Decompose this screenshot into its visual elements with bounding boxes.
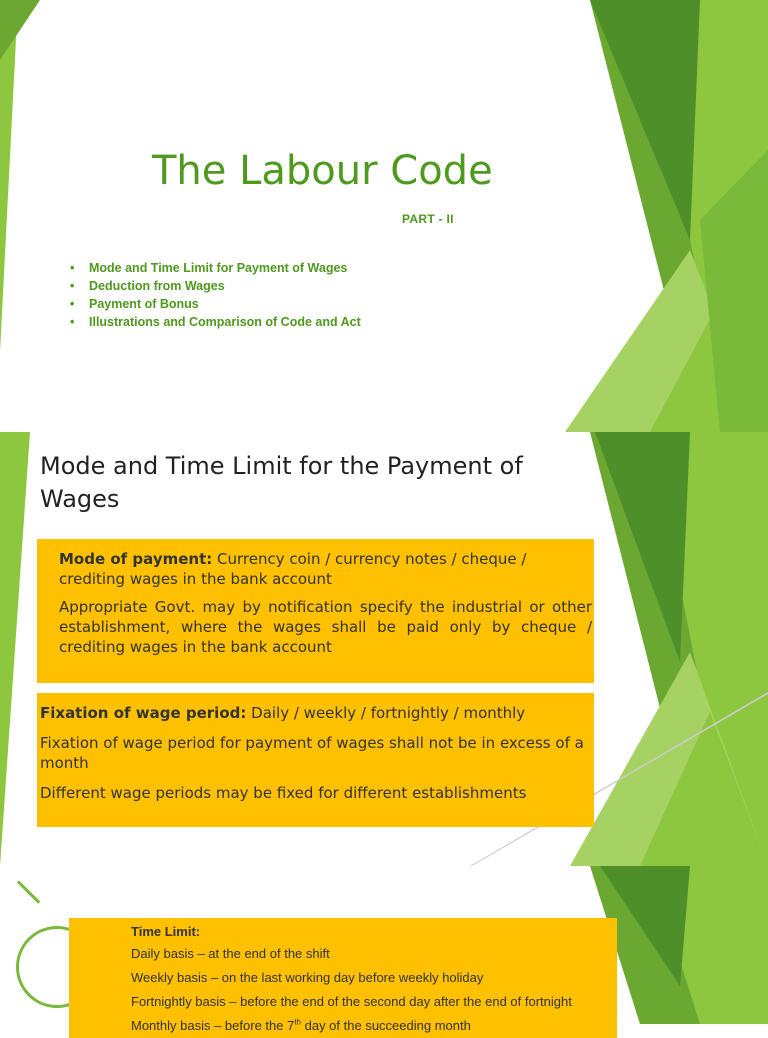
mode-of-payment-value: Currency coin / currency notes / cheque / crediting wages in the bank account bbox=[59, 550, 527, 588]
agenda-list bbox=[70, 259, 361, 331]
mode-of-payment-label: Mode of payment: bbox=[59, 550, 213, 568]
fixation-text bbox=[40, 703, 592, 723]
mode-of-payment-text bbox=[59, 549, 592, 589]
wage-period-box bbox=[37, 693, 594, 827]
monthly-superscript: th bbox=[294, 1017, 301, 1027]
different-periods-text: Different wage periods may be fixed for different establishments bbox=[40, 784, 527, 802]
weekly-basis-text: Weekly basis – on the last working day before weekly holiday bbox=[131, 970, 484, 985]
fixation-label: Fixation of wage period: bbox=[40, 704, 247, 722]
agenda-item: • Illustrations and Comparison of Code and Act bbox=[70, 313, 361, 331]
mode-of-payment-box bbox=[37, 539, 594, 683]
slide-heading: Mode and Time Limit for the Payment of Wages bbox=[40, 452, 523, 513]
time-limit-box bbox=[69, 918, 617, 1038]
slide-title-text: The Labour Code bbox=[152, 148, 493, 194]
excess-month-text: Fixation of wage period for payment of wages shall not be in excess of a month bbox=[40, 734, 584, 772]
fixation-value: Daily / weekly / fortnightly / monthly bbox=[246, 704, 526, 722]
govt-notification-text: Appropriate Govt. may by notification specify the industrial or other establishment, where the wages shall be paid only by cheque / crediting wages in the bank account bbox=[59, 598, 592, 656]
daily-basis-text: Daily basis – at the end of the shift bbox=[131, 946, 330, 961]
slide-subtitle: PART - II bbox=[402, 212, 454, 226]
monthly-basis-text bbox=[131, 1014, 471, 1038]
time-limit-label: Time Limit: bbox=[131, 924, 201, 939]
fortnightly-basis-text: Fortnightly basis – before the end of the second day after the end of fortnight bbox=[131, 994, 572, 1009]
agenda-item: • Deduction from Wages bbox=[70, 277, 361, 295]
monthly-suffix: day of the succeeding month bbox=[301, 1018, 471, 1033]
slide-title bbox=[0, 0, 768, 432]
slide-mode-time-limit bbox=[0, 432, 768, 866]
slide-time-limit bbox=[0, 866, 768, 1033]
agenda-item: • Payment of Bonus bbox=[70, 295, 361, 313]
agenda-item: • Mode and Time Limit for Payment of Wages bbox=[70, 259, 361, 277]
green-leaf-decoration bbox=[0, 0, 768, 432]
monthly-prefix: Monthly basis – before the 7 bbox=[131, 1018, 295, 1033]
